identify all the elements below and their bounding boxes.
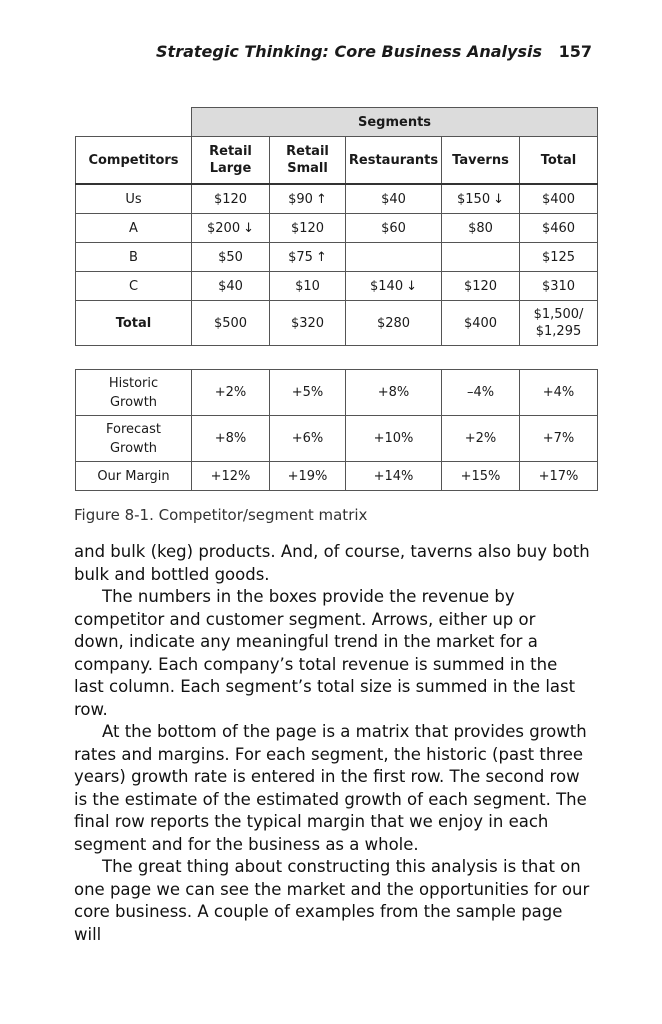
total-cell: $400 xyxy=(442,301,520,346)
competitor-name: Us xyxy=(76,184,192,214)
grand-total-cell: $1,500/ $1,295 xyxy=(520,301,598,346)
percent-cell: +5% xyxy=(270,370,346,416)
revenue-value: $125 xyxy=(541,249,576,265)
percent-cell: +15% xyxy=(442,462,520,491)
page-number: 157 xyxy=(558,42,592,61)
trend-down-arrow-icon: ↓ xyxy=(406,278,417,294)
percent-cell: +8% xyxy=(192,416,270,462)
revenue-value: $310 xyxy=(541,278,576,294)
percent-cell: +2% xyxy=(192,370,270,416)
paragraph: At the bottom of the page is a matrix that provides growth rates and margins. For each segment, the historic (past three years) growth rate is entered in the first row. The second row is the estimate of the estimated growth of each segment. The final row reports the typical margin that we enjoy in each segment and for the business as a whole. xyxy=(74,722,587,854)
revenue-cell xyxy=(442,214,520,243)
paragraph: The numbers in the boxes provide the revenue by competitor and customer segment. Arrows, either up or down, indicate any meaningful trend in the market for a company. Each company’s total revenue is summed in the last column. Each segment’s total size is summed in the last row. xyxy=(74,587,576,719)
competitor-row xyxy=(76,272,598,301)
total-cell: $280 xyxy=(346,301,442,346)
revenue-value: $75 xyxy=(288,249,313,265)
running-header xyxy=(0,42,662,66)
trend-down-arrow-icon: ↓ xyxy=(243,220,254,236)
revenue-cell xyxy=(192,184,270,214)
trend-down-arrow-icon: ↓ xyxy=(493,191,504,207)
growth-margin-row xyxy=(76,462,598,491)
revenue-value: $40 xyxy=(218,278,243,294)
revenue-cell xyxy=(520,243,598,272)
revenue-value: $120 xyxy=(213,191,248,207)
total-cell: $500 xyxy=(192,301,270,346)
competitor-name: A xyxy=(76,214,192,243)
revenue-cell xyxy=(442,184,520,214)
revenue-value: $120 xyxy=(463,278,498,294)
percent-cell: +2% xyxy=(442,416,520,462)
percent-cell: +6% xyxy=(270,416,346,462)
row-label: Forecast Growth xyxy=(76,416,192,462)
growth-margin-table xyxy=(75,369,598,491)
column-header: Retail Large xyxy=(192,137,270,185)
revenue-value: $40 xyxy=(381,191,406,207)
revenue-value: $90 xyxy=(288,191,313,207)
trend-up-arrow-icon: ↑ xyxy=(315,249,327,265)
paragraph: and bulk (keg) products. And, of course, taverns also buy both bulk and bottled goods. xyxy=(74,542,590,584)
percent-cell: +7% xyxy=(520,416,598,462)
revenue-cell xyxy=(192,243,270,272)
revenue-value: $120 xyxy=(290,220,325,236)
segments-header: Segments xyxy=(192,108,598,137)
percent-cell: +19% xyxy=(270,462,346,491)
revenue-cell xyxy=(270,184,346,214)
revenue-cell xyxy=(346,214,442,243)
revenue-value: $80 xyxy=(468,220,493,236)
competitor-segment-table xyxy=(75,107,598,346)
percent-cell: –4% xyxy=(442,370,520,416)
percent-cell: +10% xyxy=(346,416,442,462)
competitors-header: Competitors xyxy=(76,137,192,185)
revenue-cell xyxy=(442,243,520,272)
growth-margin-row xyxy=(76,416,598,462)
revenue-cell xyxy=(346,272,442,301)
column-header: Total xyxy=(520,137,598,185)
revenue-cell xyxy=(520,214,598,243)
revenue-cell xyxy=(346,243,442,272)
figure-caption: Figure 8-1. Competitor/segment matrix xyxy=(74,506,368,524)
revenue-value: $140 xyxy=(370,278,404,294)
row-label: Historic Growth xyxy=(76,370,192,416)
total-cell: $320 xyxy=(270,301,346,346)
percent-cell: +14% xyxy=(346,462,442,491)
column-header: Restaurants xyxy=(346,137,442,185)
revenue-cell xyxy=(270,214,346,243)
trend-up-arrow-icon: ↑ xyxy=(315,191,327,207)
percent-cell: +8% xyxy=(346,370,442,416)
competitor-row xyxy=(76,214,598,243)
revenue-value: $460 xyxy=(541,220,576,236)
revenue-cell xyxy=(520,272,598,301)
competitor-name: B xyxy=(76,243,192,272)
revenue-value: $10 xyxy=(295,278,320,294)
revenue-cell xyxy=(270,272,346,301)
row-label: Our Margin xyxy=(76,462,192,491)
revenue-value: $200 xyxy=(207,220,241,236)
revenue-cell xyxy=(192,272,270,301)
revenue-cell xyxy=(192,214,270,243)
revenue-value: $50 xyxy=(218,249,243,265)
chapter-title: Strategic Thinking: Core Business Analysis xyxy=(156,42,542,61)
percent-cell: +4% xyxy=(520,370,598,416)
percent-cell: +12% xyxy=(192,462,270,491)
competitor-row xyxy=(76,184,598,214)
paragraph: The great thing about constructing this analysis is that on one page we can see the market and the opportunities for our core business. A couple of examples from the sample page will xyxy=(74,857,590,944)
total-row-label: Total xyxy=(76,301,192,346)
body-text xyxy=(74,541,590,946)
revenue-cell xyxy=(520,184,598,214)
growth-margin-row xyxy=(76,370,598,416)
column-header: Taverns xyxy=(442,137,520,185)
revenue-value: $400 xyxy=(541,191,576,207)
competitor-row xyxy=(76,243,598,272)
revenue-value: $60 xyxy=(381,220,406,236)
competitor-name: C xyxy=(76,272,192,301)
percent-cell: +17% xyxy=(520,462,598,491)
revenue-cell xyxy=(346,184,442,214)
revenue-cell xyxy=(270,243,346,272)
revenue-value: $150 xyxy=(457,191,491,207)
revenue-cell xyxy=(442,272,520,301)
column-header: Retail Small xyxy=(270,137,346,185)
